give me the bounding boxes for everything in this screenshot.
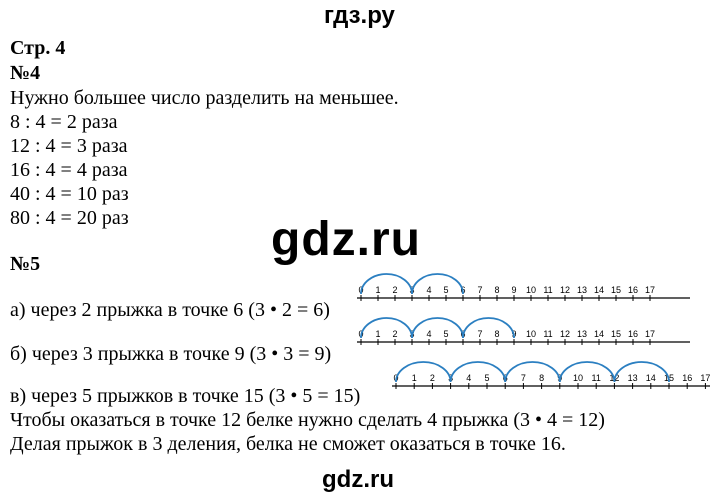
tick-label: 7 [477,329,483,339]
tick-label: 15 [610,285,622,295]
tick-label: 6 [460,285,466,295]
tick-label: 4 [466,373,472,383]
tick-label: 10 [525,285,537,295]
task5-item-c: в) через 5 прыжков в точке 15 (3 • 5 = 15) [10,385,361,407]
jump-arc [560,362,615,382]
tick-label: 10 [525,329,537,339]
tick-label: 3 [409,285,415,295]
tick-label: 0 [393,373,399,383]
tick-label: 14 [645,373,656,383]
tick-label: 1 [375,329,381,339]
task4-line: 16 : 4 = 4 раза [10,159,128,181]
tick-label: 17 [644,329,656,339]
tick-label: 6 [502,373,508,383]
tick-label: 5 [484,373,490,383]
jump-arc [451,362,506,382]
task4-line: 40 : 4 = 10 раз [10,183,129,205]
tick-label: 12 [609,373,620,383]
tick-label: 3 [448,373,454,383]
tick-label: 1 [375,285,381,295]
tick-label: 8 [494,329,500,339]
page-ref: Стр. 4 [10,37,66,59]
jump-arc [502,362,563,383]
tick-label: 13 [576,329,588,339]
tick-label: 2 [392,285,398,295]
tick-label: 17 [700,373,711,383]
task5-number: №5 [10,253,41,275]
tick-label: 11 [543,285,553,295]
tick-label: 4 [426,329,432,339]
tick-label: 5 [443,285,449,295]
task5-item-a: а) через 2 прыжка в точке 6 (3 • 2 = 6) [10,299,330,321]
tick-label: 10 [572,373,584,383]
tick-label: 12 [559,285,571,295]
task5-item-b: б) через 3 прыжка в точке 9 (3 • 3 = 9) [10,343,332,365]
tick-label: 17 [644,285,656,295]
task5-conclusion-2: Делая прыжок в 3 деления, белка не сможет оказаться в точке 16. [10,433,566,455]
tick-label: 11 [543,329,553,339]
tick-label: 15 [663,373,675,383]
tick-label: 11 [591,373,601,383]
tick-label: 14 [593,329,605,339]
tick-label: 8 [539,373,545,383]
tick-label: 8 [494,285,500,295]
tick-label: 15 [610,329,622,339]
tick-label: 0 [358,329,364,339]
tick-label: 16 [627,285,639,295]
jump-arc [396,362,454,383]
task4-number: №4 [10,62,41,84]
tick-label: 9 [557,373,563,383]
task5-conclusion-1: Чтобы оказаться в точке 12 белке нужно сделать 4 прыжка (3 • 4 = 12) [10,409,605,431]
tick-label: 14 [593,285,605,295]
tick-label: 9 [511,285,517,295]
tick-label: 1 [411,373,417,383]
tick-label: 4 [426,285,432,295]
tick-label: 0 [358,285,364,295]
tick-label: 2 [392,329,398,339]
tick-label: 16 [682,373,693,383]
tick-label: 9 [511,329,517,339]
tick-label: 13 [627,373,638,383]
tick-label: 7 [520,373,526,383]
tick-label: 13 [576,285,588,295]
task4-intro: Нужно большее число разделить на меньшее. [10,87,399,109]
tick-label: 16 [627,329,639,339]
tick-label: 2 [429,373,435,383]
task4-line: 80 : 4 = 20 раз [10,207,129,229]
watermark-bottom: gdz.ru [322,466,394,493]
task4-line: 8 : 4 = 2 раза [10,111,118,133]
watermark-top: гдз.ру [324,2,395,29]
tick-label: 12 [559,329,571,339]
watermark-middle: gdz.ru [271,213,421,266]
jump-arc [614,362,669,382]
tick-label: 7 [477,285,483,295]
tick-label: 5 [443,329,449,339]
tick-label: 3 [409,329,415,339]
tick-label: 6 [460,329,466,339]
task4-line: 12 : 4 = 3 раза [10,135,128,157]
